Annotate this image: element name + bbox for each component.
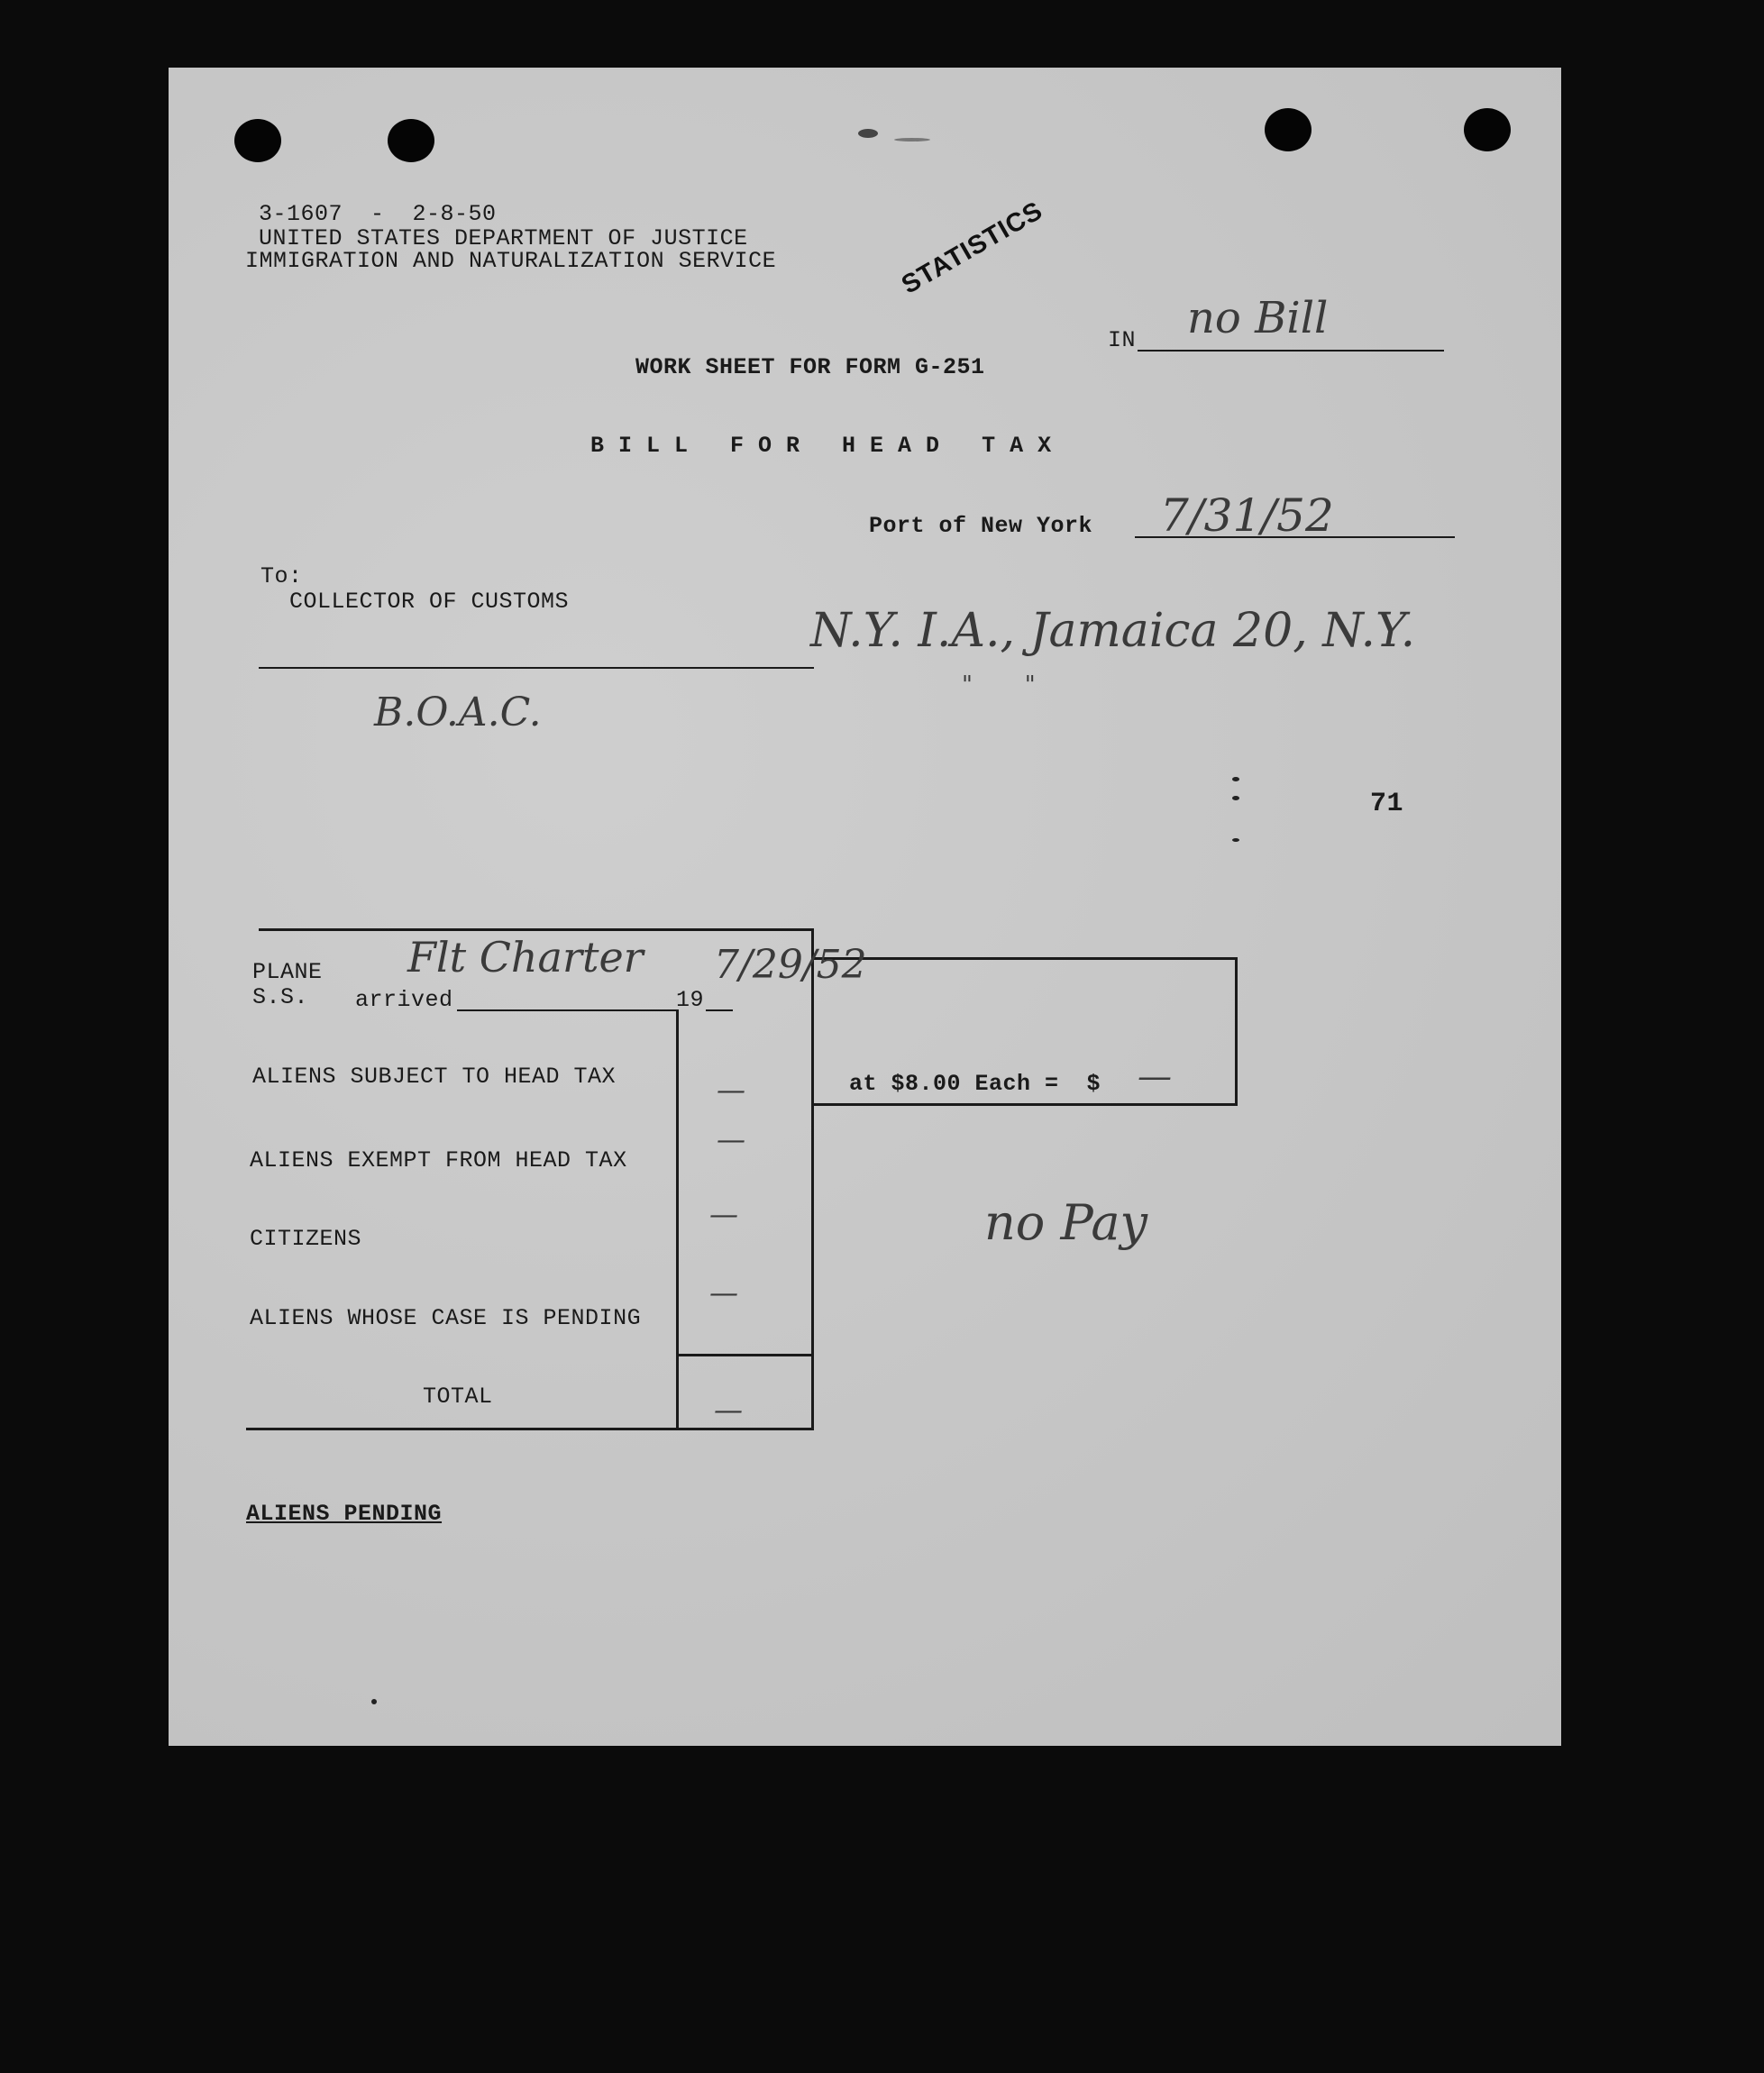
arrived-label: arrived xyxy=(355,987,453,1013)
row-value-pending: — xyxy=(709,1275,738,1310)
arrival-date-handwritten: 7/29/52 xyxy=(714,942,867,988)
row-label-subject: ALIENS SUBJECT TO HEAD TAX xyxy=(252,1064,617,1090)
collector-of-customs: COLLECTOR OF CUSTOMS xyxy=(289,589,570,615)
punch-hole xyxy=(234,119,281,162)
paper-speck xyxy=(1232,838,1239,842)
address-handwritten: N.Y. I.A., Jamaica 20, N.Y. xyxy=(810,604,1416,658)
paper-speck xyxy=(1232,777,1239,781)
paper-speck xyxy=(858,129,878,138)
form-number: 3-1607 - 2-8-50 xyxy=(259,201,497,227)
ss-label: S.S. xyxy=(252,984,309,1010)
aliens-pending-label: ALIENS PENDING xyxy=(246,1501,443,1527)
port-label: Port of New York xyxy=(869,513,1093,539)
in-value-handwritten: no Bill xyxy=(1187,293,1329,343)
punch-hole xyxy=(388,119,434,162)
sheet-number: 71 xyxy=(1370,789,1404,819)
punch-hole xyxy=(1265,108,1312,151)
paper-speck xyxy=(894,138,930,142)
row-value-citizens: — xyxy=(709,1197,738,1231)
ditto-marks-handwritten: " " xyxy=(962,671,1036,699)
total-divider xyxy=(676,1354,814,1356)
in-underline xyxy=(1138,350,1444,352)
statistics-stamp: STATISTICS xyxy=(897,196,1048,300)
total-value: — xyxy=(714,1393,743,1427)
arrived-underline xyxy=(457,1009,676,1011)
row-value-exempt: — xyxy=(717,1122,745,1156)
paper-speck xyxy=(371,1699,377,1704)
no-pay-handwritten: no Pay xyxy=(984,1194,1148,1251)
paper-speck xyxy=(1232,796,1239,800)
rate-box-right xyxy=(1235,957,1238,1106)
rate-text: at $8.00 Each = $ xyxy=(849,1071,1101,1097)
plane-label: PLANE xyxy=(252,959,323,985)
row-value-subject: — xyxy=(717,1073,745,1107)
rate-box-bottom xyxy=(814,1103,1238,1106)
document-sheet xyxy=(169,68,1561,1746)
rate-value: — xyxy=(1138,1056,1172,1096)
total-label: TOTAL xyxy=(423,1384,493,1410)
row-label-citizens: CITIZENS xyxy=(250,1226,362,1252)
port-date-handwritten: 7/31/52 xyxy=(1160,489,1334,542)
carrier-handwritten: B.O.A.C. xyxy=(374,689,542,735)
year-prefix: 19 xyxy=(676,987,705,1013)
flight-handwritten: Flt Charter xyxy=(407,933,644,982)
table-bottom-line xyxy=(246,1428,814,1430)
worksheet-title: WORK SHEET FOR FORM G-251 xyxy=(635,354,985,380)
punch-hole xyxy=(1464,108,1511,151)
value-column-border xyxy=(676,1009,679,1430)
department-name: UNITED STATES DEPARTMENT OF JUSTICE xyxy=(259,225,748,251)
table-top-line xyxy=(259,928,814,931)
in-label: IN xyxy=(1108,327,1137,353)
service-name: IMMIGRATION AND NATURALIZATION SERVICE xyxy=(245,248,777,274)
rate-box-top xyxy=(814,957,1238,960)
year-underline xyxy=(706,1009,733,1011)
to-label: To: xyxy=(260,563,303,589)
row-label-pending: ALIENS WHOSE CASE IS PENDING xyxy=(250,1305,642,1331)
row-label-exempt: ALIENS EXEMPT FROM HEAD TAX xyxy=(250,1147,627,1173)
address-underline xyxy=(259,667,814,669)
bill-title: B I L L F O R H E A D T A X xyxy=(590,433,1052,459)
